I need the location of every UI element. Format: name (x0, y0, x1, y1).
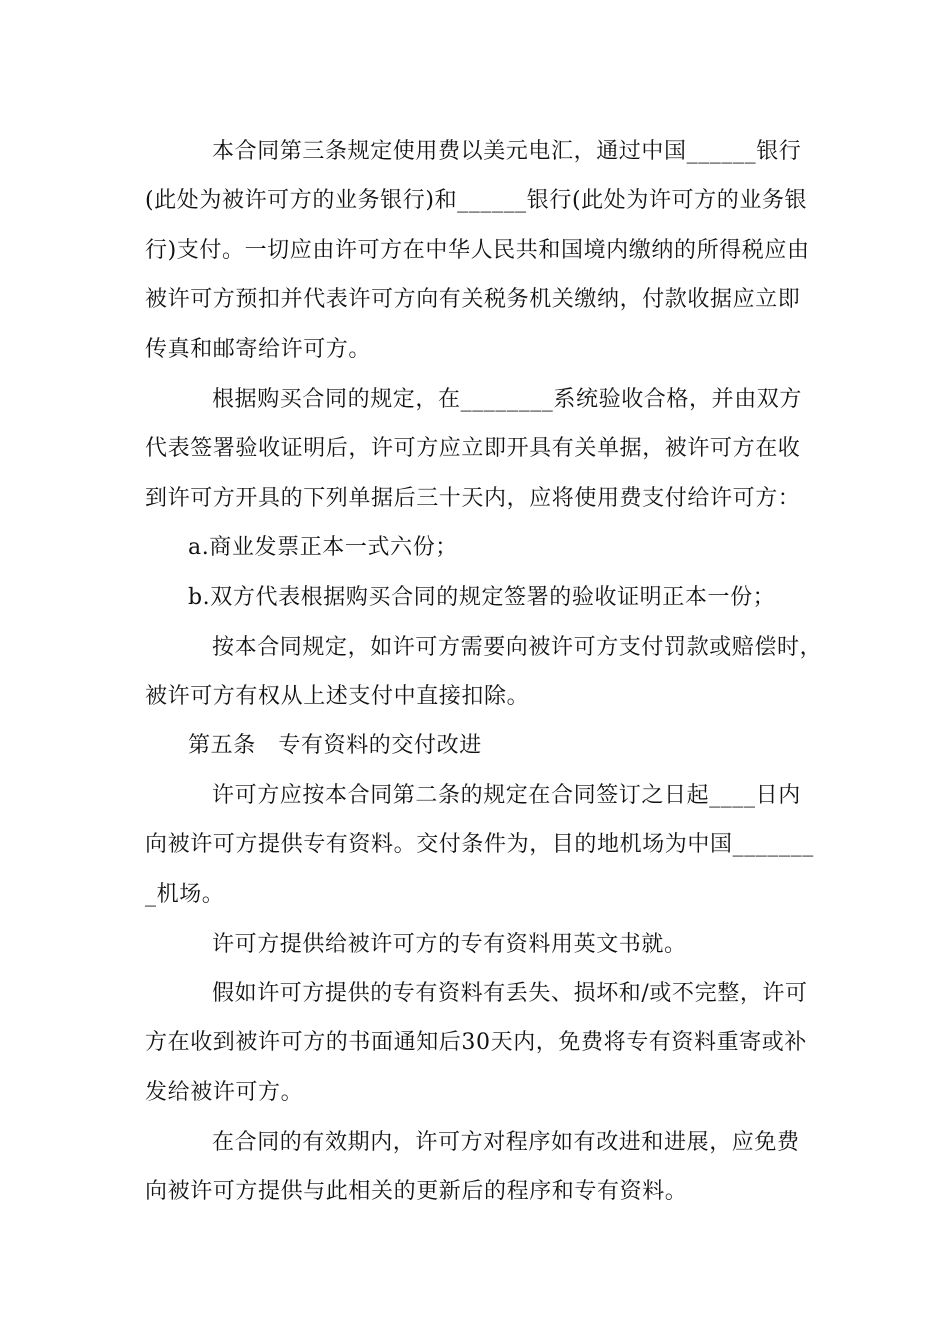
paragraph-line: 向被许可方提供与此相关的更新后的程序和专有资料。 (145, 1179, 688, 1204)
paragraph-line: 被许可方预扣并代表许可方向有关税务机关缴纳，付款收据应立即 (145, 287, 801, 312)
paragraph-line: 代表签署验收证明后，许可方应立即开具有关单据，被许可方在收 (145, 436, 801, 461)
list-item: a.商业发票正本一式六份； (188, 535, 458, 560)
paragraph-line: 被许可方有权从上述支付中直接扣除。 (145, 684, 530, 709)
paragraph-line: 许可方提供给被许可方的专有资料用英文书就。 (212, 932, 687, 957)
paragraph-line: 到许可方开具的下列单据后三十天内，应将使用费支付给许可方： (145, 486, 801, 511)
paragraph-line: _机场。 (145, 882, 225, 907)
paragraph-line: 传真和邮寄给许可方。 (145, 337, 372, 362)
paragraph-line: 行)支付。一切应由许可方在中华人民共和国境内缴纳的所得税应由 (145, 238, 810, 263)
paragraph-line: 在合同的有效期内，许可方对程序如有改进和进展，应免费 (212, 1130, 800, 1155)
paragraph-line: 发给被许可方。 (145, 1080, 304, 1105)
paragraph-line: 假如许可方提供的专有资料有丢失、损坏和/或不完整，许可 (212, 981, 808, 1006)
paragraph-line: (此处为被许可方的业务银行)和______银行(此处为许可方的业务银 (145, 188, 808, 213)
paragraph-line: 方在收到被许可方的书面通知后30天内，免费将专有资料重寄或补 (145, 1030, 807, 1055)
paragraph-line: 按本合同规定，如许可方需要向被许可方支付罚款或赔偿时， (212, 635, 823, 660)
paragraph-line: 向被许可方提供专有资料。交付条件为，目的地机场为中国_______ (145, 832, 814, 857)
paragraph-line: 根据购买合同的规定，在________系统验收合格，并由双方 (212, 387, 803, 412)
list-item: b.双方代表根据购买合同的规定签署的验收证明正本一份； (188, 585, 776, 610)
paragraph-line: 许可方应按本合同第二条的规定在合同签订之日起____日内 (212, 783, 801, 808)
section-heading: 第五条 专有资料的交付改进 (188, 733, 482, 758)
paragraph-line: 本合同第三条规定使用费以美元电汇，通过中国______银行 (212, 139, 802, 164)
